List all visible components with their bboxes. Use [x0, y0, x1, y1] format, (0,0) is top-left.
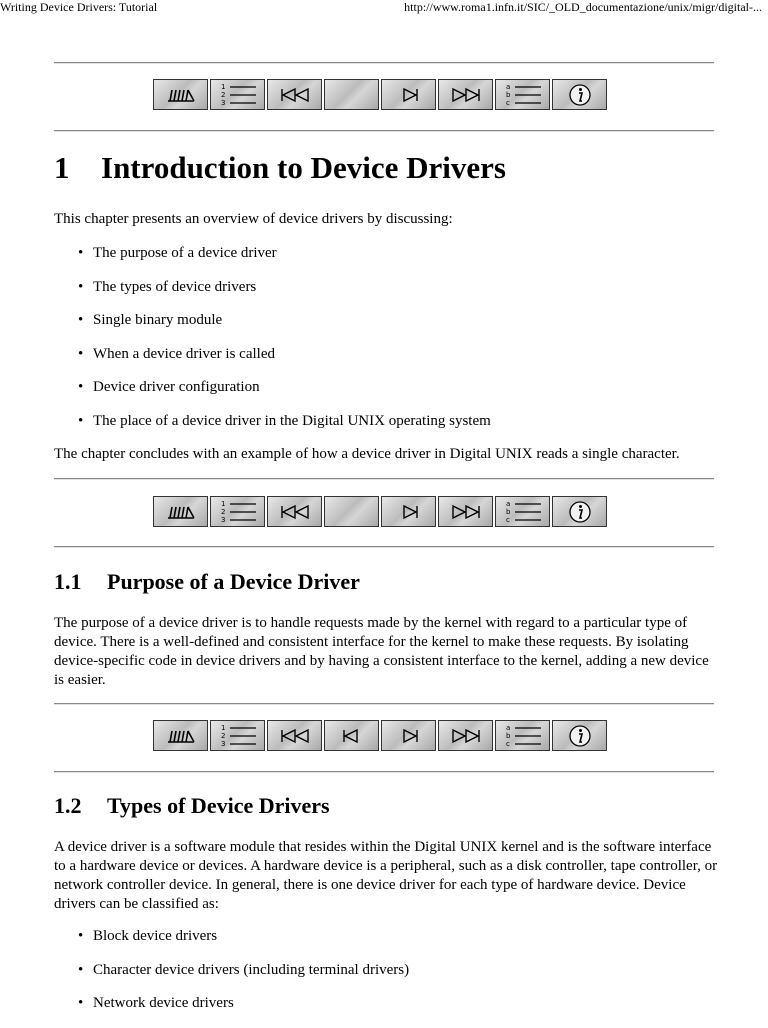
- section-body: A device driver is a software module that resides within the Digital UNIX kernel and is the software interface to a hardware device or devices. A hardware device is a peripheral, such as a disk controller, tape controller, or network controller device. In general, there is one device driver for each type of hardware device. Device drivers can be classified as:: [54, 839, 718, 912]
- contents-icon: [218, 723, 258, 749]
- section-title: [54, 793, 330, 819]
- svg-text:c: c: [505, 98, 510, 107]
- section-number: 1.1: [54, 569, 82, 594]
- page-header-title: Writing Device Drivers: Tutorial: [0, 0, 158, 14]
- previous-page-button[interactable]: [324, 720, 379, 751]
- chapter-title: [54, 150, 506, 186]
- info-button[interactable]: [552, 720, 607, 751]
- chapter-number: 1: [54, 150, 70, 185]
- index-button[interactable]: [495, 79, 550, 110]
- svg-text:2: 2: [220, 90, 225, 99]
- info-icon: [568, 724, 592, 748]
- svg-text:1: 1: [220, 723, 225, 732]
- svg-text:2: 2: [220, 731, 225, 740]
- divider: [54, 478, 714, 480]
- first-page-button[interactable]: [267, 79, 322, 110]
- navigation-bar: [153, 496, 609, 527]
- section-title-text: Purpose of a Device Driver: [107, 569, 360, 594]
- list-item: • Character device drivers (including terminal drivers): [54, 961, 409, 995]
- next-page-button[interactable]: [381, 720, 436, 751]
- svg-text:b: b: [505, 507, 510, 516]
- list-item: • The types of device drivers: [54, 278, 491, 312]
- first-page-icon: [278, 504, 312, 520]
- divider: [54, 703, 714, 705]
- list-item: • Single binary module: [54, 311, 491, 345]
- index-icon: [503, 499, 543, 525]
- chapter-title-text: Introduction to Device Drivers: [101, 150, 506, 185]
- library-button[interactable]: [153, 720, 208, 751]
- svg-text:b: b: [505, 731, 510, 740]
- library-button[interactable]: [153, 496, 208, 527]
- topic-list: [54, 244, 491, 446]
- last-page-button[interactable]: [438, 496, 493, 527]
- svg-text:b: b: [505, 90, 510, 99]
- svg-text:a: a: [505, 723, 510, 732]
- section-title: [54, 569, 360, 595]
- first-page-button[interactable]: [267, 496, 322, 527]
- next-page-icon: [392, 728, 426, 744]
- library-icon: [166, 87, 196, 103]
- navigation-bar: [153, 79, 609, 110]
- section-number: 1.2: [54, 793, 82, 818]
- info-button[interactable]: [552, 79, 607, 110]
- library-icon: [166, 728, 196, 744]
- contents-button[interactable]: [210, 79, 265, 110]
- previous-page-icon: [335, 728, 369, 744]
- svg-text:a: a: [505, 82, 510, 91]
- svg-text:c: c: [505, 515, 510, 524]
- divider: [54, 771, 714, 773]
- previous-page-button[interactable]: [324, 79, 379, 110]
- contents-icon: [218, 82, 258, 108]
- list-item: • Network device drivers: [54, 994, 409, 1028]
- last-page-icon: [449, 87, 483, 103]
- svg-text:a: a: [505, 499, 510, 508]
- chapter-conclusion: The chapter concludes with an example of how a device driver in Digital UNIX reads a single character.: [54, 446, 680, 462]
- svg-text:2: 2: [220, 507, 225, 516]
- svg-text:3: 3: [220, 515, 225, 524]
- svg-text:c: c: [505, 739, 510, 748]
- index-icon: [503, 723, 543, 749]
- index-icon: [503, 82, 543, 108]
- info-icon: [568, 83, 592, 107]
- last-page-button[interactable]: [438, 79, 493, 110]
- contents-button[interactable]: [210, 720, 265, 751]
- list-item: • Block device drivers: [54, 927, 409, 961]
- list-item: • Device driver configuration: [54, 378, 491, 412]
- svg-text:3: 3: [220, 739, 225, 748]
- list-item: • The purpose of a device driver: [54, 244, 491, 278]
- next-page-button[interactable]: [381, 496, 436, 527]
- index-button[interactable]: [495, 720, 550, 751]
- previous-page-icon: [335, 87, 369, 103]
- svg-text:1: 1: [220, 82, 225, 91]
- list-item: • When a device driver is called: [54, 345, 491, 379]
- library-icon: [166, 504, 196, 520]
- last-page-button[interactable]: [438, 720, 493, 751]
- chapter-intro: This chapter presents an overview of device drivers by discussing:: [54, 211, 453, 227]
- contents-icon: [218, 499, 258, 525]
- first-page-icon: [278, 87, 312, 103]
- divider: [54, 546, 714, 548]
- svg-text:1: 1: [220, 499, 225, 508]
- info-button[interactable]: [552, 496, 607, 527]
- section-body: The purpose of a device driver is to handle requests made by the kernel with regard to a particular type of device. There is a well-defined and consistent interface for the kernel to make these requests. By isolating device-specific code in device drivers and by having a consistent interface to the kernel, adding a new device is easier.: [54, 615, 709, 688]
- last-page-icon: [449, 728, 483, 744]
- svg-text:3: 3: [220, 98, 225, 107]
- list-item: • The place of a device driver in the Digital UNIX operating system: [54, 412, 491, 446]
- first-page-button[interactable]: [267, 720, 322, 751]
- library-button[interactable]: [153, 79, 208, 110]
- previous-page-icon: [335, 504, 369, 520]
- info-icon: [568, 500, 592, 524]
- first-page-icon: [278, 728, 312, 744]
- previous-page-button[interactable]: [324, 496, 379, 527]
- page-header-url: http://www.roma1.infn.it/SIC/_OLD_documentazione/unix/migr/digital-...: [404, 0, 762, 14]
- divider: [54, 62, 714, 64]
- next-page-icon: [392, 87, 426, 103]
- index-button[interactable]: [495, 496, 550, 527]
- next-page-icon: [392, 504, 426, 520]
- driver-type-list: [54, 927, 409, 1028]
- contents-button[interactable]: [210, 496, 265, 527]
- next-page-button[interactable]: [381, 79, 436, 110]
- divider: [54, 130, 714, 132]
- last-page-icon: [449, 504, 483, 520]
- section-title-text: Types of Device Drivers: [107, 793, 330, 818]
- navigation-bar: [153, 720, 609, 751]
